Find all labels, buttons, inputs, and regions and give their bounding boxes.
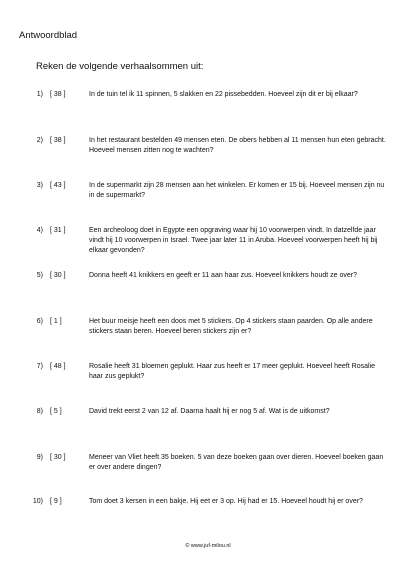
problem-answer: [ 30 ] — [50, 454, 66, 461]
problem-answer: [ 38 ] — [50, 91, 66, 98]
problem-number: 10) — [32, 498, 43, 505]
problem-answer: [ 1 ] — [50, 318, 62, 325]
problem-text: In de supermarkt zijn 28 mensen aan het winkelen. Er komen er 15 bij. Hoeveel mensen zijn nu in de supermarkt? — [89, 182, 385, 199]
problem-number: 8) — [36, 408, 43, 415]
problem-number: 9) — [36, 454, 43, 461]
problem-number: 2) — [36, 137, 43, 144]
instruction-heading: Reken de volgende verhaalsommen uit: — [36, 61, 204, 72]
problem-answer: [ 30 ] — [50, 272, 66, 279]
problem-answer: [ 31 ] — [50, 227, 66, 234]
problem-answer: [ 9 ] — [50, 498, 62, 505]
problem-answer: [ 48 ] — [50, 363, 66, 370]
problem-number: 1) — [36, 91, 43, 98]
problem-text: Meneer van Vliet heeft 35 boeken. 5 van deze boeken gaan over dieren. Hoeveel boeken gaan er over andere dingen? — [89, 454, 384, 471]
problem-text: David trekt eerst 2 van 12 af. Daarna haalt hij er nog 5 af. Wat is de uitkomst? — [89, 408, 330, 415]
problem-text: In de tuin tel ik 11 spinnen, 5 slakken en 22 pissebedden. Hoeveel zijn dit er bij elkaar? — [89, 91, 358, 98]
problem-number: 6) — [36, 318, 43, 325]
problem-answer: [ 5 ] — [50, 408, 62, 415]
problem-text: Tom doet 3 kersen in een bakje. Hij eet er 3 op. Hij had er 15. Hoeveel houdt hij er over? — [89, 498, 363, 505]
problem-text: Donna heeft 41 knikkers en geeft er 11 aan haar zus. Hoeveel knikkers houdt ze over? — [89, 272, 357, 279]
problem-answer: [ 43 ] — [50, 182, 66, 189]
problem-answer: [ 38 ] — [50, 137, 66, 144]
problem-text: Het buur meisje heeft een doos met 5 stickers. Op 4 stickers staan paarden. Op alle andere stickers staan beren. Hoeveel beren stickers zijn er? — [89, 318, 373, 335]
problem-text: Een archeoloog doet in Egypte een opgraving waar hij 10 voorwerpen vindt. In datzelfde jaar vindt hij 10 voorwerpen in Israel. Twee jaar later 11 in Aruba. Hoeveel voorwerpen heeft hij bij elkaar gevonden? — [89, 227, 378, 254]
problem-number: 4) — [36, 227, 43, 234]
problem-number: 3) — [36, 182, 43, 189]
problem-text: In het restaurant bestelden 49 mensen eten. De obers hebben al 11 mensen hun eten gebracht. Hoeveel mensen zitten nog te wachten? — [89, 137, 386, 154]
problem-text: Rosalie heeft 31 bloemen geplukt. Haar zus heeft er 17 meer geplukt. Hoeveel heeft Rosalie haar zus geplukt? — [89, 363, 376, 380]
problem-number: 5) — [36, 272, 43, 279]
footer-copyright: © www.juf-milou.nl — [185, 543, 231, 549]
page-title: Antwoordblad — [19, 30, 78, 41]
problem-number: 7) — [36, 363, 43, 370]
